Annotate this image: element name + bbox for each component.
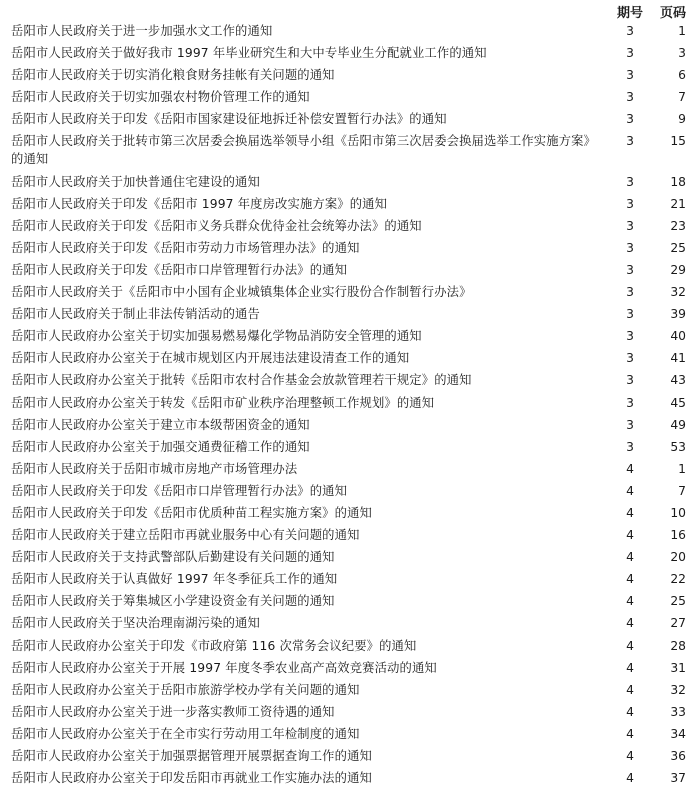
issue-column-header: 期号 (617, 6, 644, 21)
page-column-header: 页码 (660, 6, 687, 21)
toc-row-title: 岳阳市人民政府关于印发《岳阳市义务兵群众优待金社会统筹办法》的通知 (11, 218, 422, 233)
toc-row-title: 岳阳市人民政府办公室关于开展 1997 年度冬季农业高产高效竞赛活动的通知 (11, 660, 437, 675)
toc-row-page: 28 (670, 638, 686, 653)
toc-row-issue: 3 (626, 90, 634, 105)
toc-row-title: 岳阳市人民政府关于建立岳阳市再就业服务中心有关问题的通知 (11, 528, 360, 543)
toc-row (0, 460, 700, 482)
toc-row-page: 27 (670, 616, 686, 631)
toc-row-issue: 3 (626, 351, 634, 366)
toc-row-title: 岳阳市人民政府办公室关于批转《岳阳市农村合作基金会放款管理若干规定》的通知 (11, 373, 472, 388)
toc-row-page: 1 (678, 461, 686, 476)
toc-row-issue: 3 (626, 24, 634, 38)
toc-row-page: 32 (670, 285, 686, 300)
toc-row-title: 岳阳市人民政府办公室关于切实加强易燃易爆化学物品消防安全管理的通知 (11, 329, 422, 344)
toc-row-title: 岳阳市人民政府办公室关于进一步落实教师工资待遇的通知 (11, 704, 335, 719)
toc-row-title: 岳阳市人民政府关于批转市第三次居委会换届选举领导小组《岳阳市第三次居委会换届选举工作实施方案》的通知 (11, 134, 597, 167)
toc-row-title: 岳阳市人民政府关于印发《岳阳市劳动力市场管理办法》的通知 (11, 240, 360, 255)
toc-row-page: 53 (670, 439, 686, 454)
toc-row-title: 岳阳市人民政府关于进一步加强水文工作的通知 (11, 24, 273, 38)
toc-row-issue: 4 (626, 616, 634, 631)
table-header (0, 2, 700, 22)
toc-row (0, 614, 700, 636)
toc-row (0, 703, 700, 725)
toc-row-title: 岳阳市人民政府关于加快普通住宅建设的通知 (11, 174, 260, 189)
toc-row-page: 9 (678, 112, 686, 127)
toc-row-issue: 3 (626, 196, 634, 211)
toc-row (0, 416, 700, 438)
toc-row (0, 548, 700, 570)
toc-row-issue: 3 (626, 329, 634, 344)
toc-row (0, 769, 700, 791)
toc-row-page: 3 (678, 46, 686, 61)
toc-row-title: 岳阳市人民政府关于印发《岳阳市口岸管理暂行办法》的通知 (11, 483, 348, 498)
toc-row (0, 327, 700, 349)
toc-row (0, 217, 700, 239)
toc-row-page: 32 (670, 682, 686, 697)
toc-row-issue: 3 (626, 46, 634, 61)
toc-row (0, 592, 700, 614)
toc-row-title: 岳阳市人民政府关于认真做好 1997 年冬季征兵工作的通知 (11, 572, 338, 587)
toc-row-issue: 3 (626, 174, 634, 189)
toc-row-page: 49 (670, 417, 686, 432)
toc-row (0, 132, 700, 172)
toc-row-page: 31 (670, 660, 686, 675)
toc-row-title: 岳阳市人民政府关于制止非法传销活动的通告 (11, 307, 260, 322)
toc-row-page: 10 (670, 505, 686, 520)
toc-row-title: 岳阳市人民政府关于坚决治理南湖污染的通知 (11, 616, 260, 631)
toc-row-page: 39 (670, 307, 686, 322)
toc-row-issue: 4 (626, 660, 634, 675)
toc-row (0, 637, 700, 659)
toc-row-issue: 4 (626, 483, 634, 498)
toc-row-issue: 4 (626, 505, 634, 520)
toc-row (0, 44, 700, 66)
toc-row-page: 20 (670, 550, 686, 565)
toc-row (0, 747, 700, 769)
toc-row-title: 岳阳市人民政府关于切实消化粮食财务挂帐有关问题的通知 (11, 68, 335, 83)
toc-row (0, 173, 700, 195)
toc-row (0, 110, 700, 132)
toc-row-issue: 3 (626, 68, 634, 83)
toc-row-issue: 3 (626, 307, 634, 322)
toc-row-page: 1 (678, 24, 686, 38)
toc-row (0, 239, 700, 261)
toc-row (0, 88, 700, 110)
toc-row-issue: 4 (626, 550, 634, 565)
toc-row-issue: 3 (626, 262, 634, 277)
toc-row-title: 岳阳市人民政府关于印发《岳阳市 1997 年度房改实施方案》的通知 (11, 196, 388, 211)
toc-row-issue: 3 (626, 285, 634, 300)
toc-row (0, 195, 700, 217)
toc-row-page: 22 (670, 572, 686, 587)
toc-row-title: 岳阳市人民政府办公室关于加强交通费征稽工作的通知 (11, 439, 310, 454)
toc-row-page: 43 (670, 373, 686, 388)
toc-row-issue: 4 (626, 638, 634, 653)
toc-row (0, 681, 700, 703)
toc-row-issue: 3 (626, 240, 634, 255)
toc-row-issue: 4 (626, 771, 634, 786)
toc-row-page: 45 (670, 395, 686, 410)
toc-row-issue: 3 (626, 439, 634, 454)
toc-row (0, 504, 700, 526)
toc-row-issue: 4 (626, 682, 634, 697)
toc-row (0, 305, 700, 327)
toc-row-title: 岳阳市人民政府办公室关于加强票据管理开展票据查询工作的通知 (11, 749, 372, 763)
toc-row-page: 7 (678, 90, 686, 105)
toc-row-title: 岳阳市人民政府关于印发《岳阳市国家建设征地拆迁补偿安置暂行办法》的通知 (11, 112, 447, 127)
toc-row-issue: 4 (626, 594, 634, 609)
toc-row-page: 25 (670, 594, 686, 609)
toc-row (0, 349, 700, 371)
toc-row (0, 22, 700, 44)
toc-row-page: 21 (670, 196, 686, 211)
toc-row-issue: 4 (626, 726, 634, 741)
toc-row (0, 66, 700, 88)
toc-row-page: 33 (670, 704, 686, 719)
toc-row-title: 岳阳市人民政府关于《岳阳市中小国有企业城镇集体企业实行股份合作制暂行办法》 (11, 285, 472, 300)
toc-row-page: 34 (670, 726, 686, 741)
toc-row-title: 岳阳市人民政府办公室关于建立市本级帮困资金的通知 (11, 417, 310, 432)
toc-row-title: 岳阳市人民政府办公室关于印发《市政府第 116 次常务会议纪要》的通知 (11, 638, 417, 653)
toc-row-issue: 3 (626, 218, 634, 233)
toc-row (0, 526, 700, 548)
toc-row-issue: 4 (626, 749, 634, 763)
toc-row-page: 16 (670, 528, 686, 543)
toc-row-title: 岳阳市人民政府关于做好我市 1997 年毕业研究生和大中专毕业生分配就业工作的通知 (11, 46, 487, 61)
toc-row (0, 261, 700, 283)
toc-row-page: 6 (678, 68, 686, 83)
toc-row-issue: 4 (626, 572, 634, 587)
toc-row (0, 438, 700, 460)
toc-row-page: 25 (670, 240, 686, 255)
toc-row-page: 36 (670, 749, 686, 763)
toc-row-issue: 4 (626, 528, 634, 543)
toc-row (0, 283, 700, 305)
toc-row (0, 659, 700, 681)
toc-row-issue: 3 (626, 373, 634, 388)
toc-row-title: 岳阳市人民政府办公室关于在城市规划区内开展违法建设清查工作的通知 (11, 351, 410, 366)
toc-row-title: 岳阳市人民政府办公室关于转发《岳阳市矿业秩序治理整顿工作规划》的通知 (11, 395, 435, 410)
toc-row-title: 岳阳市人民政府办公室关于印发岳阳市再就业工作实施办法的通知 (11, 771, 372, 786)
toc-row-title: 岳阳市人民政府关于印发《岳阳市优质种苗工程实施方案》的通知 (11, 505, 372, 520)
toc-row-issue: 3 (626, 417, 634, 432)
toc-list (0, 22, 700, 791)
toc-row (0, 725, 700, 747)
toc-row-page: 18 (670, 174, 686, 189)
toc-row (0, 482, 700, 504)
toc-row-title: 岳阳市人民政府关于筹集城区小学建设资金有关问题的通知 (11, 594, 335, 609)
toc-row-issue: 4 (626, 704, 634, 719)
toc-row-title: 岳阳市人民政府关于切实加强农村物价管理工作的通知 (11, 90, 310, 105)
toc-row-page: 37 (670, 771, 686, 786)
toc-row-page: 29 (670, 262, 686, 277)
toc-row-page: 23 (670, 218, 686, 233)
toc-row (0, 394, 700, 416)
toc-row (0, 371, 700, 393)
toc-row-page: 41 (670, 351, 686, 366)
toc-row-title: 岳阳市人民政府关于支持武警部队后勤建设有关问题的通知 (11, 550, 335, 565)
toc-row-page: 7 (678, 483, 686, 498)
toc-row-title: 岳阳市人民政府关于印发《岳阳市口岸管理暂行办法》的通知 (11, 262, 348, 277)
toc-row-title: 岳阳市人民政府办公室关于岳阳市旅游学校办学有关问题的通知 (11, 682, 360, 697)
toc-row-issue: 4 (626, 461, 634, 476)
toc-row-title: 岳阳市人民政府办公室关于在全市实行劳动用工年检制度的通知 (11, 726, 360, 741)
toc-row-title: 岳阳市人民政府关于岳阳市城市房地产市场管理办法 (11, 461, 298, 476)
toc-row-page: 15 (670, 134, 686, 149)
toc-row-issue: 3 (626, 112, 634, 127)
toc-row-issue: 3 (626, 134, 634, 149)
toc-row (0, 570, 700, 592)
toc-row-issue: 3 (626, 395, 634, 410)
toc-row-page: 40 (670, 329, 686, 344)
